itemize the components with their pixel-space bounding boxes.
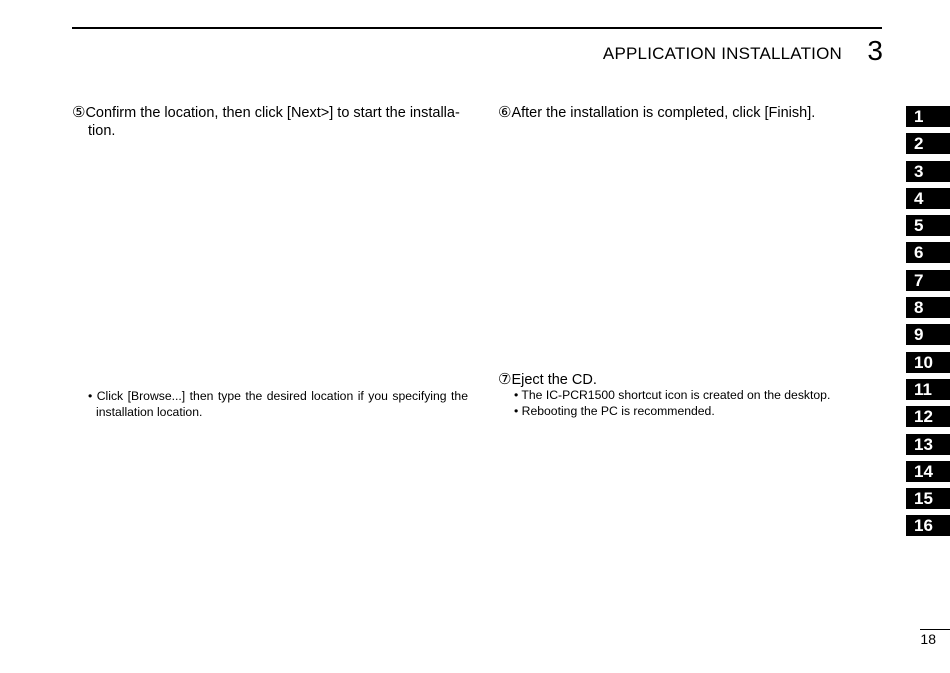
chapter-tab-2[interactable]: 2 [906, 133, 950, 154]
chapter-tab-15[interactable]: 15 [906, 488, 950, 509]
step-7-marker: ⑦ [498, 370, 512, 388]
chapter-tab-9[interactable]: 9 [906, 324, 950, 345]
chapter-tabs [906, 106, 950, 543]
chapter-tab-8[interactable]: 8 [906, 297, 950, 318]
step-6-text: After the installation is completed, click [Finish]. [511, 105, 816, 121]
chapter-tab-4[interactable]: 4 [906, 188, 950, 209]
chapter-tab-5[interactable]: 5 [906, 215, 950, 236]
step-6-marker: ⑥ [498, 103, 512, 121]
chapter-tab-12[interactable]: 12 [906, 406, 950, 427]
chapter-tab-16[interactable]: 16 [906, 515, 950, 536]
chapter-tab-11[interactable]: 11 [906, 379, 950, 400]
shortcut-note: • The IC-PCR1500 shortcut icon is created on the desktop. [514, 388, 831, 402]
reboot-note: • Rebooting the PC is recommended. [514, 404, 715, 418]
browse-note: • Click [Browse...] then type the desired location if you specifying the installation location. [88, 389, 468, 419]
footer-rule [920, 629, 950, 630]
chapter-tab-6[interactable]: 6 [906, 242, 950, 263]
step-6 [498, 103, 878, 122]
section-title: APPLICATION INSTALLATION [602, 44, 842, 63]
step-5-text-line1: Confirm the location, then click [Next>] to start the installa- [85, 105, 460, 121]
chapter-tab-14[interactable]: 14 [906, 461, 950, 482]
step-5-marker: ⑤ [72, 103, 86, 121]
chapter-number: 3 [867, 35, 883, 66]
chapter-tab-13[interactable]: 13 [906, 434, 950, 455]
header-rule [72, 27, 882, 29]
chapter-tab-3[interactable]: 3 [906, 161, 950, 182]
chapter-tab-7[interactable]: 7 [906, 270, 950, 291]
page-number: 18 [920, 631, 936, 647]
chapter-tab-1[interactable]: 1 [906, 106, 950, 127]
step-5-text-line2: tion. [88, 123, 116, 139]
step-7-text: Eject the CD. [511, 372, 597, 388]
chapter-tab-10[interactable]: 10 [906, 352, 950, 373]
step-5 [72, 103, 464, 140]
